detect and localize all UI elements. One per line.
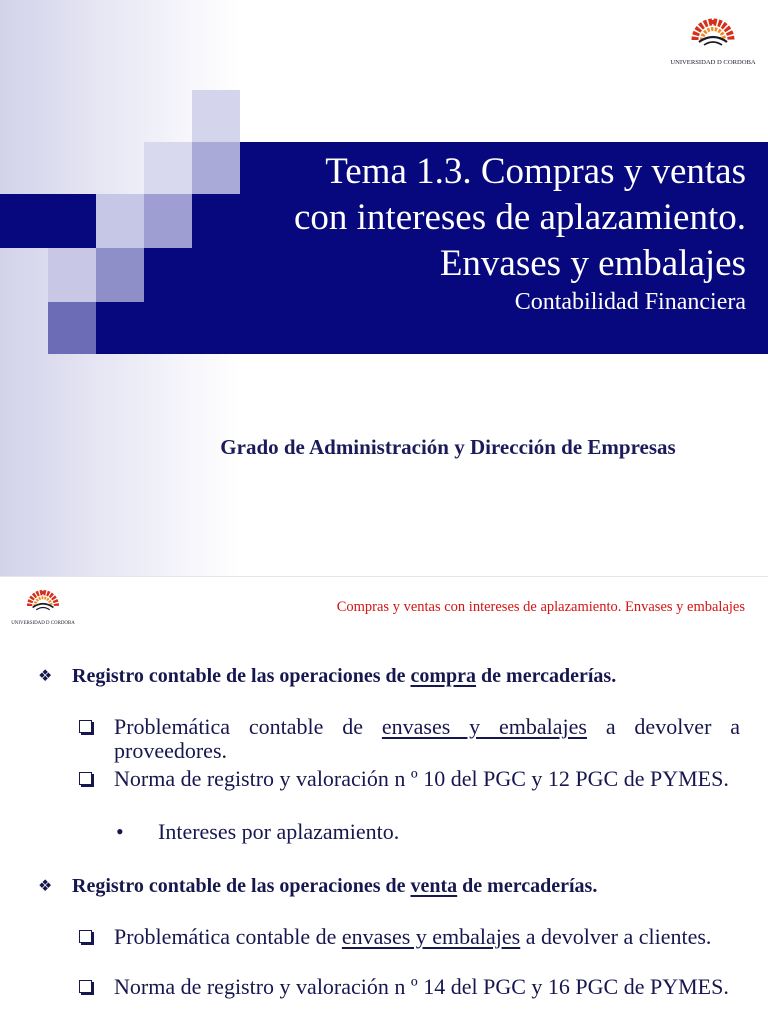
slide-header: Compras y ventas con intereses de aplazamiento. Envases y embalajes xyxy=(336,599,745,615)
logo-text: UNIVERSIDAD D CORDOBA xyxy=(11,620,75,626)
list-item-text: Norma de registro y valoración n º 14 del PGC y 16 PGC de PYMES. xyxy=(114,974,729,999)
sub-list-item xyxy=(0,820,768,844)
sub-list-item-text: Intereses por aplazamiento. xyxy=(158,819,400,844)
shadow-box-bullet-icon xyxy=(79,772,92,785)
list-item xyxy=(0,715,768,763)
list-item xyxy=(0,975,768,1023)
heading-underlined-word: compra xyxy=(410,665,477,687)
heading-text-part: Registro contable de las operaciones de xyxy=(72,665,411,687)
heading-text-part: de mercaderías. xyxy=(476,665,617,687)
decor-square xyxy=(144,142,192,194)
logo-text: UNIVERSIDAD D CORDOBA xyxy=(670,59,756,66)
section-heading-sales xyxy=(0,873,768,899)
university-emblem-icon xyxy=(666,12,760,68)
decor-square xyxy=(192,142,240,194)
decor-square xyxy=(96,194,144,248)
decor-square xyxy=(192,90,240,142)
decor-square xyxy=(48,248,96,302)
shadow-box-bullet-icon xyxy=(79,930,92,943)
list-item xyxy=(0,767,768,815)
list-item-text xyxy=(114,715,740,763)
diamond-bullet-icon: ❖ xyxy=(38,876,53,895)
list-item-text xyxy=(114,925,740,949)
shadow-box-bullet-icon xyxy=(79,720,92,733)
heading-text-part: de mercaderías. xyxy=(457,875,598,897)
content-slide xyxy=(0,577,768,1024)
decor-square xyxy=(144,194,192,248)
section-heading-text xyxy=(72,663,616,689)
shadow-box-bullet-icon xyxy=(79,980,92,993)
university-logo-small xyxy=(8,585,78,627)
dot-bullet-icon: • xyxy=(116,819,124,844)
section-heading-text xyxy=(72,873,597,899)
section-heading-purchases xyxy=(0,663,768,689)
degree-title: Grado de Administración y Dirección de Empresas xyxy=(220,435,676,459)
item-text-part: a devolver a clientes. xyxy=(520,924,712,949)
diamond-bullet-icon: ❖ xyxy=(38,666,53,685)
heading-text-part: Registro contable de las operaciones de xyxy=(72,875,411,897)
title-line-1: Tema 1.3. Compras y ventas xyxy=(325,151,746,192)
item-text-part: a devolver a proveedores. xyxy=(114,714,741,763)
decor-square xyxy=(48,302,96,354)
subtitle: Contabilidad Financiera xyxy=(514,289,746,315)
item-text-part: Problemática contable de xyxy=(114,714,382,739)
list-item-text: Norma de registro y valoración n º 10 del PGC y 12 PGC de PYMES. xyxy=(114,766,729,791)
title-line-3: Envases y embalajes xyxy=(439,243,746,284)
university-logo xyxy=(666,12,760,68)
list-item xyxy=(0,925,768,973)
decor-square xyxy=(96,248,144,302)
university-emblem-icon xyxy=(8,585,78,627)
item-underlined-text: envases y embalajes xyxy=(341,924,521,949)
item-text-part: Problemática contable de xyxy=(114,924,342,949)
item-underlined-text: envases y embalajes xyxy=(381,714,587,739)
heading-underlined-word: venta xyxy=(410,875,458,897)
title-line-2: con intereses de aplazamiento. xyxy=(293,197,746,238)
